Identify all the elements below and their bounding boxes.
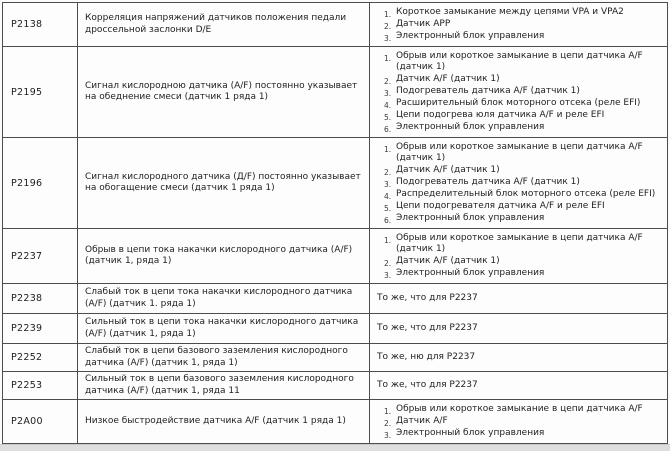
dtc-causes: То же, что для P2237 xyxy=(370,284,668,314)
dtc-code: P2239 xyxy=(3,314,78,344)
dtc-code: P2237 xyxy=(3,229,78,284)
causes-list xyxy=(370,47,667,137)
table-row xyxy=(3,372,668,400)
dtc-causes: То же, ню для P2237 xyxy=(370,344,668,372)
table-row xyxy=(3,344,668,372)
cause-item: Датчик A/F (датчик 1) xyxy=(396,256,500,266)
causes-list xyxy=(370,138,667,228)
dtc-causes: То же, что для P2237 xyxy=(370,314,668,344)
dtc-description: Слабый ток в цепи базового заземления кислородного датчика (A/F) (датчик 1, ряда 1) xyxy=(78,344,370,372)
dtc-description: Сигнал кислородного датчика (Д/F) постоянно указывает на обогащение смеси (датчик 1 ряда 1) xyxy=(78,138,370,229)
cause-item: Подогреватель датчика A/F (датчик 1) xyxy=(396,177,580,187)
dtc-code: P2195 xyxy=(3,47,78,138)
dtc-causes: То же, что для P2237 xyxy=(370,372,668,400)
dtc-code: P2253 xyxy=(3,372,78,400)
cause-item: Расширительный блок моторного отсека (реле EFI) xyxy=(396,98,641,108)
dtc-code: P2A00 xyxy=(3,400,78,444)
table-row xyxy=(3,47,668,138)
cause-item: Электронный блок управления xyxy=(396,428,545,438)
cause-item: Подогреватель датчика A/F (датчик 1) xyxy=(396,86,580,96)
cause-item: Обрыв или короткое замыкание в цепи датчика A/F (датчик 1) xyxy=(396,233,643,254)
dtc-description: Корреляция напряжений датчиков положения педали дроссельной заслонки D/E xyxy=(78,3,370,47)
dtc-code: P2252 xyxy=(3,344,78,372)
page-bottom-strip xyxy=(0,444,670,451)
cause-item: Электронный блок управления xyxy=(396,122,545,132)
table-row xyxy=(3,3,668,47)
dtc-code: P2138 xyxy=(3,3,78,47)
cause-item: Короткое замыкание между цепями VPA и VPA2 xyxy=(396,7,624,17)
dtc-description: Низкое быстродействие датчика A/F (датчик 1 ряда 1) xyxy=(78,400,370,444)
cause-item: Обрыв или короткое замыкание в цепи датчика A/F (датчик 1) xyxy=(396,51,643,72)
causes-list xyxy=(370,229,667,283)
dtc-causes xyxy=(370,138,668,229)
cause-item: Датчик A/F (датчик 1) xyxy=(396,165,500,175)
cause-item: Распределительный блок моторного отсека (реле EFI) xyxy=(396,189,656,199)
cause-item: Цепи подогрева юля датчика A/F и реле EFI xyxy=(396,110,605,120)
cause-item: Датчик A/F xyxy=(396,416,448,426)
table-row xyxy=(3,314,668,344)
causes-list xyxy=(370,400,667,443)
cause-item: Электронный блок управления xyxy=(396,268,545,278)
cause-item: Датчик A/F (датчик 1) xyxy=(396,74,500,84)
dtc-description: Сигнал кислородною датчика (A/F) постоянно указывает на обеднение смеси (датчик 1 ряда 1) xyxy=(78,47,370,138)
table-row xyxy=(3,284,668,314)
dtc-table xyxy=(2,2,668,444)
dtc-code: P2238 xyxy=(3,284,78,314)
dtc-description: Слабый ток в цепи тока накачки кислородного датчика (A/F) (датчик 1. ряда 1) xyxy=(78,284,370,314)
cause-item: Датчик APP xyxy=(396,19,451,29)
cause-item: Обрыв или короткое замыкание в цепи датчика A/F xyxy=(396,404,643,414)
dtc-description: Сильный ток в цепи базового заземления кислородного датчика (A/F) (датчик 1, ряда 11 xyxy=(78,372,370,400)
dtc-causes xyxy=(370,3,668,47)
dtc-causes xyxy=(370,47,668,138)
table-row xyxy=(3,138,668,229)
cause-item: Обрыв или короткое замыкание в цепи датчика A/F (датчик 1) xyxy=(396,142,643,163)
table-row xyxy=(3,400,668,444)
cause-item: Электронный блок управления xyxy=(396,213,545,223)
dtc-causes xyxy=(370,400,668,444)
causes-list xyxy=(370,3,667,46)
dtc-description: Сильный ток в цепи тока накачки кислородного датчика (A/F) (датчик 1, ряда 1) xyxy=(78,314,370,344)
dtc-code: P2196 xyxy=(3,138,78,229)
dtc-causes xyxy=(370,229,668,284)
table-row xyxy=(3,229,668,284)
dtc-description: Обрыв в цепи тока накачки кислородного датчика (A/F) (датчик 1, ряда 1) xyxy=(78,229,370,284)
cause-item: Электронный блок управления xyxy=(396,31,545,41)
cause-item: Цепи подогревателя датчика A/F и реле EFI xyxy=(396,201,605,211)
